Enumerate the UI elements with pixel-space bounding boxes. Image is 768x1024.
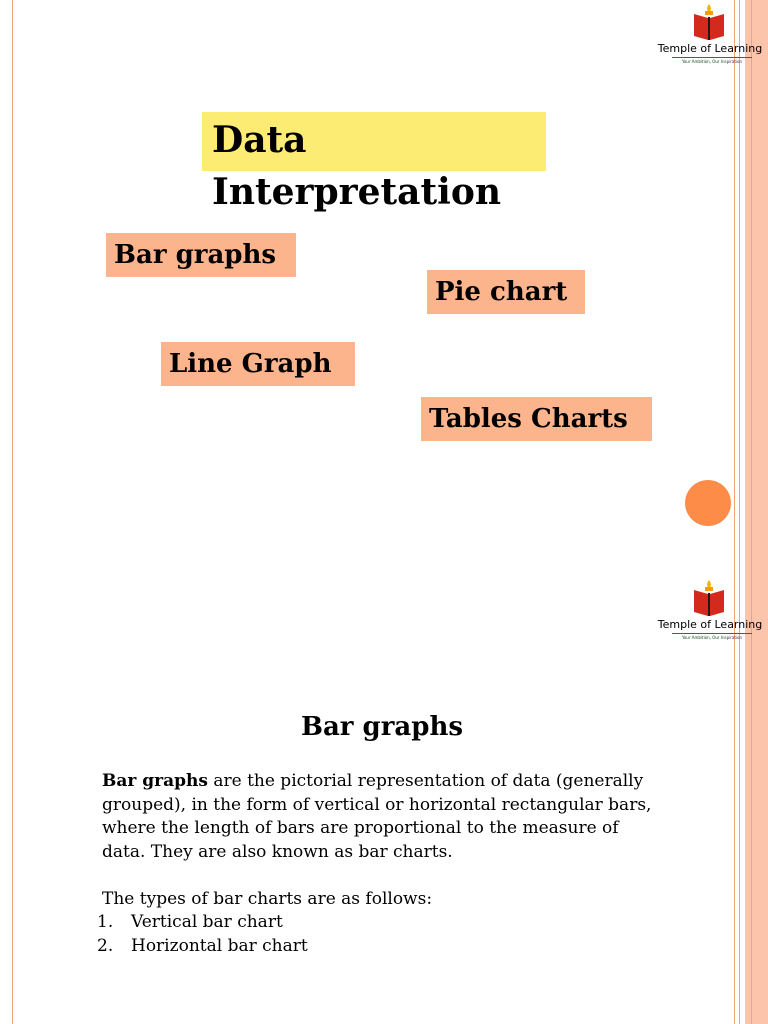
tag-tables-charts: Tables Charts xyxy=(421,397,652,441)
tag-pie-chart: Pie chart xyxy=(427,270,585,314)
book-flame-icon xyxy=(692,578,726,618)
intro-text: are the pictorial representation of data (generally grouped), in the form of vertical or horizontal rectangular bars, where the length of bars are proportional to the measure of data. They are also known as bar charts. xyxy=(102,771,652,862)
temple-of-learning-logo xyxy=(654,578,766,638)
slide-2 xyxy=(0,512,768,1024)
page-title-line-2: Interpretation xyxy=(212,171,502,213)
list-label: Horizontal bar chart xyxy=(131,935,308,956)
left-border-line xyxy=(12,0,13,512)
section-heading: Bar graphs xyxy=(300,712,464,742)
list-number: 2. xyxy=(97,935,114,956)
book-flame-icon xyxy=(692,2,726,42)
logo-name: Temple of Learning xyxy=(657,42,763,55)
list-number: 1. xyxy=(97,912,114,932)
right-border-stripe xyxy=(745,0,768,512)
paragraph-spacer xyxy=(102,864,662,888)
types-intro: The types of bar charts are as follows: xyxy=(102,888,433,909)
tag-line-graph: Line Graph xyxy=(161,342,355,386)
list-item xyxy=(97,911,662,935)
tag-bar-graphs: Bar graphs xyxy=(106,233,296,277)
logo-tagline: Your Ambition, Our Inspiration xyxy=(672,633,752,640)
right-border-line xyxy=(734,0,735,512)
left-border-line xyxy=(12,512,13,1024)
logo-name: Temple of Learning xyxy=(657,618,763,631)
logo-tagline: Your Ambition, Our Inspiration xyxy=(672,57,752,64)
right-border-line xyxy=(751,0,752,512)
list-item xyxy=(97,935,662,959)
list-label: Vertical bar chart xyxy=(131,912,283,932)
slide-divider-dot xyxy=(685,480,731,526)
right-border-line xyxy=(739,0,740,512)
page-title: Data xyxy=(212,119,307,161)
temple-of-learning-logo xyxy=(654,2,766,62)
intro-bold-term: Bar graphs xyxy=(102,771,208,791)
body-text xyxy=(97,770,662,958)
intro-paragraph xyxy=(102,770,662,864)
